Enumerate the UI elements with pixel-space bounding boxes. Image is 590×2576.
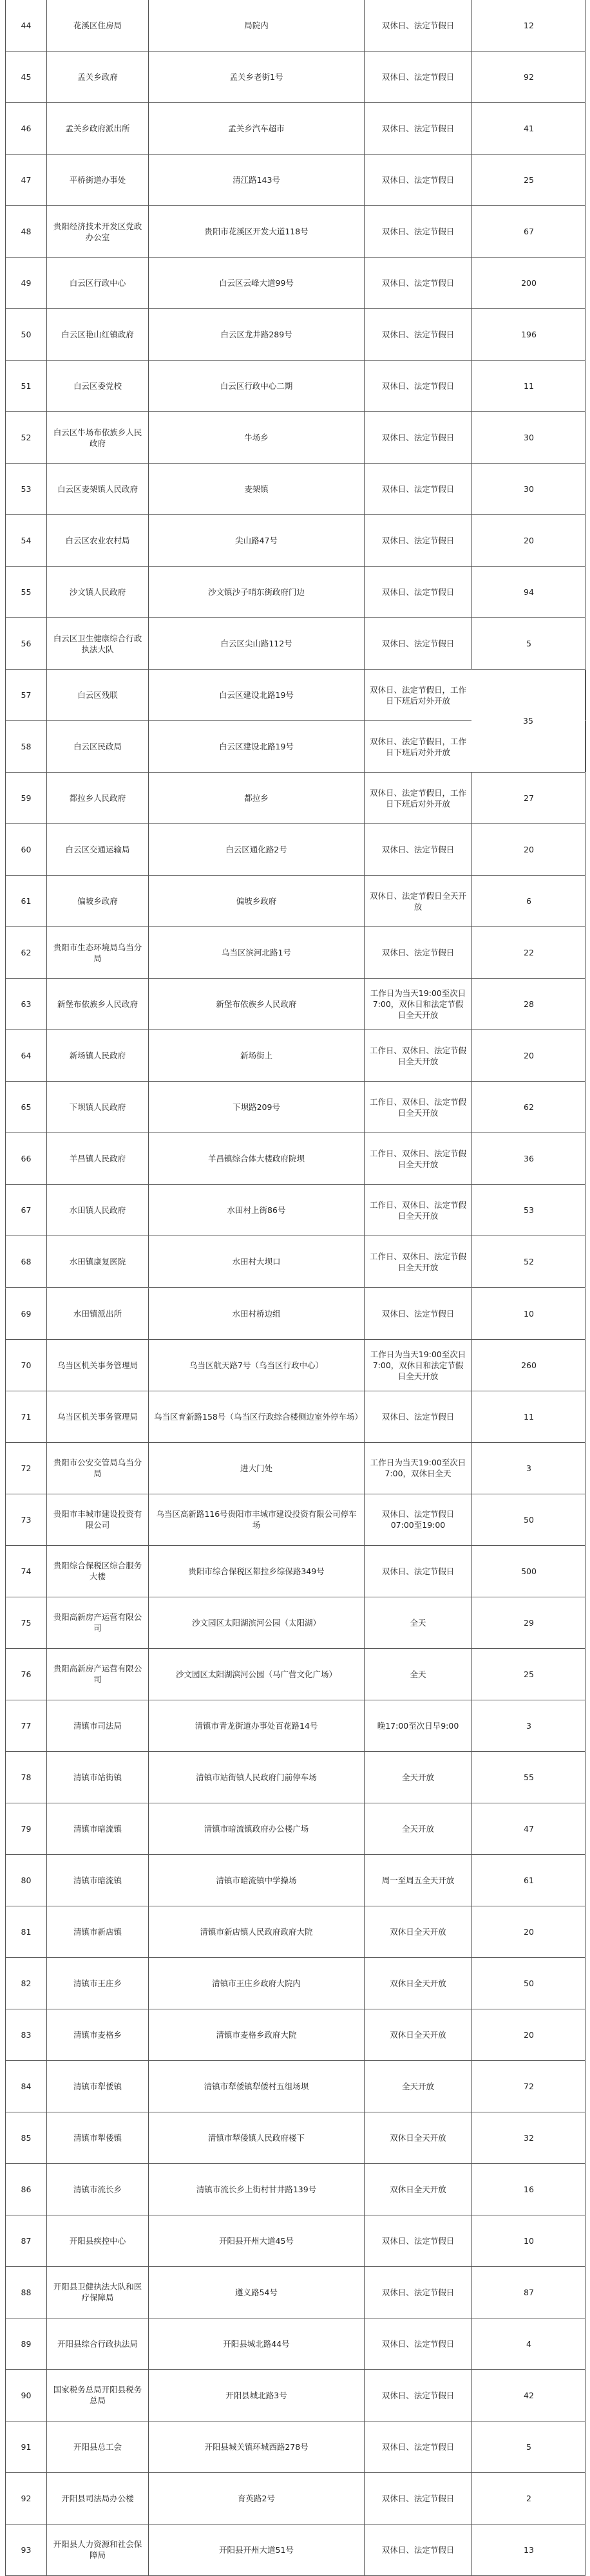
open-time: 双休日、法定节假日	[365, 1288, 472, 1339]
table-row	[5, 155, 585, 206]
row-number: 47	[6, 155, 47, 205]
unit-name: 贵阳市生态环境局乌当分局	[47, 927, 149, 978]
unit-name: 清镇市站街镇	[47, 1752, 149, 1803]
parking-location: 白云区云峰大道99号	[149, 258, 365, 308]
parking-location: 白云区建设北路19号	[149, 670, 365, 720]
unit-name: 羊昌镇人民政府	[47, 1133, 149, 1184]
table-row	[5, 2009, 585, 2061]
open-time: 全天开放	[365, 1803, 472, 1854]
row-number: 86	[6, 2164, 47, 2215]
table-row	[5, 206, 585, 258]
open-time: 双休日、法定节假日	[365, 309, 472, 360]
parking-location: 都拉乡	[149, 773, 365, 823]
parking-spaces: 32	[472, 2112, 586, 2163]
parking-spaces: 61	[472, 1855, 586, 1906]
open-time: 双休日、法定节假日	[365, 464, 472, 514]
parking-location: 贵阳市花溪区开发大道118号	[149, 206, 365, 257]
row-number: 87	[6, 2215, 47, 2266]
table-row	[5, 1855, 585, 1906]
open-time: 双休日全天开放	[365, 2164, 472, 2215]
row-number: 65	[6, 1082, 47, 1133]
parking-spaces: 5	[472, 2421, 586, 2472]
row-number: 46	[6, 103, 47, 154]
open-time: 双休日、法定节假日	[365, 206, 472, 257]
parking-location: 清镇市麦格乡政府大院	[149, 2009, 365, 2060]
unit-name: 新场镇人民政府	[47, 1030, 149, 1081]
unit-name: 水田镇人民政府	[47, 1185, 149, 1236]
parking-location: 孟关乡老街1号	[149, 52, 365, 102]
row-number: 82	[6, 1958, 47, 2009]
table-row	[5, 2318, 585, 2370]
parking-location: 清镇市暗流镇政府办公楼广场	[149, 1803, 365, 1854]
open-time: 双休日、法定节假日	[365, 2267, 472, 2318]
row-number: 75	[6, 1597, 47, 1648]
row-number: 52	[6, 412, 47, 463]
table-row	[5, 1906, 585, 1958]
row-number: 48	[6, 206, 47, 257]
table-row	[5, 1340, 585, 1391]
open-time: 双休日、法定节假日	[365, 927, 472, 978]
open-time: 双休日、法定节假日	[365, 1391, 472, 1442]
row-number: 78	[6, 1752, 47, 1803]
parking-location: 乌当区高新路116号贵阳市丰城市建设投资有限公司停车场	[149, 1494, 365, 1545]
open-time: 双休日、法定节假日	[365, 412, 472, 463]
open-time: 双休日、法定节假日	[365, 2421, 472, 2472]
parking-location: 白云区龙井路289号	[149, 309, 365, 360]
open-time: 双休日、法定节假日	[365, 2215, 472, 2266]
parking-location: 清镇市犁倭镇犁倭村五组场坝	[149, 2061, 365, 2112]
parking-spaces: 196	[472, 309, 586, 360]
row-number: 88	[6, 2267, 47, 2318]
row-number: 79	[6, 1803, 47, 1854]
parking-location: 清镇市青龙街道办事处百花路14号	[149, 1700, 365, 1751]
unit-name: 白云区卫生健康综合行政执法大队	[47, 618, 149, 669]
parking-spaces: 11	[472, 1391, 586, 1442]
table-row	[5, 1185, 585, 1236]
open-time: 双休日、法定节假日	[365, 2318, 472, 2369]
row-number: 83	[6, 2009, 47, 2060]
parking-location: 水田村大坝口	[149, 1236, 365, 1287]
parking-location: 乌当区航天路7号（乌当区行政中心）	[149, 1340, 365, 1391]
row-number: 53	[6, 464, 47, 514]
parking-location: 沙文园区太阳湖滨河公园（马广营文化广场）	[149, 1649, 365, 1700]
row-number: 63	[6, 979, 47, 1029]
unit-name: 开阳县综合行政执法局	[47, 2318, 149, 2369]
parking-spaces: 20	[472, 1906, 586, 1957]
parking-spaces: 20	[472, 2009, 586, 2060]
unit-name: 贵阳经济技术开发区党政办公室	[47, 206, 149, 257]
row-number: 72	[6, 1443, 47, 1494]
table-row	[5, 2524, 585, 2576]
open-time: 工作日、双休日、法定节假日全天开放	[365, 1030, 472, 1081]
row-number: 58	[6, 721, 47, 772]
open-time: 双休日、法定节假日	[365, 155, 472, 205]
unit-name: 清镇市流长乡	[47, 2164, 149, 2215]
open-time: 双休日全天开放	[365, 2009, 472, 2060]
parking-location: 水田村上街86号	[149, 1185, 365, 1236]
parking-location: 白云区尖山路112号	[149, 618, 365, 669]
open-time: 双休日、法定节假日	[365, 1546, 472, 1597]
parking-spaces: 92	[472, 52, 586, 102]
open-time: 双休日、法定节假日	[365, 0, 472, 51]
parking-spaces: 20	[472, 515, 586, 566]
parking-location: 开阳县城关镇环城西路278号	[149, 2421, 365, 2472]
parking-spaces: 41	[472, 103, 586, 154]
row-number: 69	[6, 1288, 47, 1339]
open-time: 双休日、法定节假日	[365, 52, 472, 102]
table-row	[5, 103, 585, 155]
unit-name: 开阳县人力资源和社会保障局	[47, 2524, 149, 2575]
unit-name: 开阳县卫健执法大队和医疗保障局	[47, 2267, 149, 2318]
unit-name: 白云区交通运输局	[47, 824, 149, 875]
table-row	[5, 1133, 585, 1185]
open-time: 双休日、法定节假日	[365, 618, 472, 669]
table-row	[5, 2421, 585, 2473]
row-number: 57	[6, 670, 47, 720]
open-time: 双休日、法定节假日	[365, 2370, 472, 2421]
open-time: 全天开放	[365, 1752, 472, 1803]
unit-name: 清镇市暗流镇	[47, 1855, 149, 1906]
unit-name: 开阳县总工会	[47, 2421, 149, 2472]
unit-name: 都拉乡人民政府	[47, 773, 149, 823]
row-number: 80	[6, 1855, 47, 1906]
table-row	[5, 361, 585, 412]
table-row	[5, 2164, 585, 2215]
open-time: 双休日、法定节假日	[365, 2473, 472, 2524]
open-time: 双休日、法定节假日 07:00至19:00	[365, 1494, 472, 1545]
parking-location: 育英路2号	[149, 2473, 365, 2524]
table-row	[5, 0, 585, 52]
unit-name: 清镇市暗流镇	[47, 1803, 149, 1854]
open-time: 双休日全天开放	[365, 1906, 472, 1957]
row-number: 66	[6, 1133, 47, 1184]
open-time: 双休日全天开放	[365, 2112, 472, 2163]
table-row	[5, 773, 585, 824]
parking-spaces: 11	[472, 361, 586, 411]
table-row	[5, 1082, 585, 1133]
table-row	[5, 2215, 585, 2267]
parking-spaces: 4	[472, 2318, 586, 2369]
open-time: 工作日、双休日、法定节假日全天开放	[365, 1236, 472, 1287]
parking-location: 遵义路54号	[149, 2267, 365, 2318]
unit-name: 水田镇康复医院	[47, 1236, 149, 1287]
unit-name: 贵阳综合保税区综合服务大楼	[47, 1546, 149, 1597]
parking-location: 乌当区育新路158号（乌当区行政综合楼侧边室外停车场）	[149, 1391, 365, 1442]
unit-name: 新堡布依族乡人民政府	[47, 979, 149, 1029]
row-number: 49	[6, 258, 47, 308]
parking-spaces: 36	[472, 1133, 586, 1184]
unit-name: 清镇市犁倭镇	[47, 2112, 149, 2163]
open-time: 全天开放	[365, 2061, 472, 2112]
unit-name: 国家税务总局开阳县税务总局	[47, 2370, 149, 2421]
unit-name: 白云区艳山红镇政府	[47, 309, 149, 360]
parking-spaces: 47	[472, 1803, 586, 1854]
unit-name: 下坝镇人民政府	[47, 1082, 149, 1133]
open-time: 工作日、双休日、法定节假日全天开放	[365, 1082, 472, 1133]
open-time: 晚17:00至次日早9:00	[365, 1700, 472, 1751]
row-number: 92	[6, 2473, 47, 2524]
parking-spaces: 2	[472, 2473, 586, 2524]
open-time: 双休日、法定节假日	[365, 361, 472, 411]
row-number: 84	[6, 2061, 47, 2112]
unit-name: 乌当区机关事务管理局	[47, 1391, 149, 1442]
parking-spaces: 16	[472, 2164, 586, 2215]
open-time: 双休日、法定节假日	[365, 567, 472, 617]
parking-spaces: 67	[472, 206, 586, 257]
unit-name: 偏坡乡政府	[47, 876, 149, 926]
parking-spaces: 28	[472, 979, 586, 1029]
unit-name: 白云区行政中心	[47, 258, 149, 308]
row-number: 74	[6, 1546, 47, 1597]
row-number: 68	[6, 1236, 47, 1287]
parking-location: 下坝路209号	[149, 1082, 365, 1133]
parking-spaces: 500	[472, 1546, 586, 1597]
row-number: 93	[6, 2524, 47, 2575]
open-time: 双休日、法定节假日	[365, 103, 472, 154]
parking-spaces: 260	[472, 1340, 586, 1391]
unit-name: 清镇市犁倭镇	[47, 2061, 149, 2112]
table-row	[5, 309, 585, 361]
open-time: 双休日、法定节假日全天开放	[365, 876, 472, 926]
unit-name: 清镇市司法局	[47, 1700, 149, 1751]
unit-name: 开阳县疾控中心	[47, 2215, 149, 2266]
table-row	[5, 979, 585, 1030]
parking-location: 清江路143号	[149, 155, 365, 205]
parking-spaces: 25	[472, 155, 586, 205]
parking-location: 白云区建设北路19号	[149, 721, 365, 772]
row-number: 76	[6, 1649, 47, 1700]
unit-name: 孟关乡政府	[47, 52, 149, 102]
row-number: 67	[6, 1185, 47, 1236]
table-row	[5, 258, 585, 309]
unit-name: 白云区民政局	[47, 721, 149, 772]
parking-location: 贵阳市综合保税区都拉乡综保路349号	[149, 1546, 365, 1597]
table-row	[5, 824, 585, 876]
open-time: 双休日、法定节假日，工作日下班后对外开放	[365, 773, 472, 823]
parking-spaces: 13	[472, 2524, 586, 2575]
table-row	[5, 2112, 585, 2164]
row-number: 45	[6, 52, 47, 102]
parking-location: 羊昌镇综合体大楼政府院坝	[149, 1133, 365, 1184]
table-row	[5, 2473, 585, 2524]
parking-spaces: 30	[472, 464, 586, 514]
row-number: 71	[6, 1391, 47, 1442]
row-number: 73	[6, 1494, 47, 1545]
table-row	[5, 876, 585, 927]
row-number: 62	[6, 927, 47, 978]
table-row	[5, 464, 585, 515]
unit-name: 开阳县司法局办公楼	[47, 2473, 149, 2524]
open-time: 双休日、法定节假日	[365, 258, 472, 308]
parking-location: 沙文园区太阳湖滨河公园（太阳湖）	[149, 1597, 365, 1648]
row-number: 51	[6, 361, 47, 411]
parking-location: 水田村桥边组	[149, 1288, 365, 1339]
parking-spaces: 72	[472, 2061, 586, 2112]
parking-spaces: 50	[472, 1494, 586, 1545]
parking-spaces: 12	[472, 0, 586, 51]
row-number: 44	[6, 0, 47, 51]
table-row	[5, 1649, 585, 1700]
parking-location: 新场街上	[149, 1030, 365, 1081]
unit-name: 乌当区机关事务管理局	[47, 1340, 149, 1391]
unit-name: 沙文镇人民政府	[47, 567, 149, 617]
parking-location: 白云区通化路2号	[149, 824, 365, 875]
parking-location: 开阳县城北路3号	[149, 2370, 365, 2421]
row-number: 61	[6, 876, 47, 926]
parking-spaces: 50	[472, 1958, 586, 2009]
open-time: 双休日、法定节假日	[365, 2524, 472, 2575]
table-row	[5, 1700, 585, 1752]
row-number: 77	[6, 1700, 47, 1751]
unit-name: 白云区委党校	[47, 361, 149, 411]
unit-name: 贵阳高新房产运营有限公司	[47, 1649, 149, 1700]
unit-name: 清镇市王庄乡	[47, 1958, 149, 2009]
parking-location: 牛场乡	[149, 412, 365, 463]
parking-spaces-merged: 35	[471, 670, 585, 773]
table-row	[5, 1752, 585, 1803]
parking-spaces: 94	[472, 567, 586, 617]
table-row	[5, 1958, 585, 2009]
row-number: 81	[6, 1906, 47, 1957]
table-row	[5, 1546, 585, 1597]
parking-spaces: 53	[472, 1185, 586, 1236]
open-time: 双休日、法定节假日，工作日下班后对外开放	[365, 721, 472, 772]
row-number: 59	[6, 773, 47, 823]
parking-spaces: 3	[472, 1700, 586, 1751]
parking-spaces: 27	[472, 773, 586, 823]
parking-spaces: 55	[472, 1752, 586, 1803]
open-time: 全天	[365, 1597, 472, 1648]
parking-location: 清镇市犁倭镇人民政府楼下	[149, 2112, 365, 2163]
unit-name: 贵阳高新房产运营有限公司	[47, 1597, 149, 1648]
parking-location: 进大门处	[149, 1443, 365, 1494]
open-time: 工作日、双休日、法定节假日全天开放	[365, 1133, 472, 1184]
parking-location: 偏坡乡政府	[149, 876, 365, 926]
table-row	[5, 2267, 585, 2318]
parking-location: 开阳县开州大道51号	[149, 2524, 365, 2575]
table-row	[5, 1391, 585, 1443]
open-time: 周一至周五全天开放	[365, 1855, 472, 1906]
parking-spaces: 6	[472, 876, 586, 926]
parking-spaces: 20	[472, 824, 586, 875]
parking-spaces: 29	[472, 1597, 586, 1648]
parking-spaces: 10	[472, 2215, 586, 2266]
table-row	[5, 927, 585, 979]
parking-spaces: 62	[472, 1082, 586, 1133]
open-time: 工作日为当天19:00至次日7:00，双休日和法定节假日全天开放	[365, 1340, 472, 1391]
parking-location: 尖山路47号	[149, 515, 365, 566]
open-time: 双休日、法定节假日，工作日下班后对外开放	[365, 670, 472, 720]
row-number: 90	[6, 2370, 47, 2421]
parking-spaces: 22	[472, 927, 586, 978]
table-row	[5, 1597, 585, 1649]
parking-spaces: 200	[472, 258, 586, 308]
row-number: 89	[6, 2318, 47, 2369]
row-number: 54	[6, 515, 47, 566]
table-row	[5, 515, 585, 567]
unit-name: 白云区农业农村局	[47, 515, 149, 566]
table-row	[5, 1236, 585, 1288]
unit-name: 贵阳市丰城市建设投资有限公司	[47, 1494, 149, 1545]
row-number: 91	[6, 2421, 47, 2472]
parking-spaces: 20	[472, 1030, 586, 1081]
unit-name: 清镇市新店镇	[47, 1906, 149, 1957]
parking-location: 清镇市站街镇人民政府门前停车场	[149, 1752, 365, 1803]
parking-spaces: 87	[472, 2267, 586, 2318]
row-number: 50	[6, 309, 47, 360]
parking-location: 麦架镇	[149, 464, 365, 514]
unit-name: 清镇市麦格乡	[47, 2009, 149, 2060]
open-time: 全天	[365, 1649, 472, 1700]
table-row	[5, 2370, 585, 2421]
unit-name: 白云区残联	[47, 670, 149, 720]
row-number: 60	[6, 824, 47, 875]
table-row	[5, 2061, 585, 2112]
parking-location: 新堡布依族乡人民政府	[149, 979, 365, 1029]
table-row	[5, 1443, 585, 1494]
table-row	[5, 1494, 585, 1546]
parking-spaces: 52	[472, 1236, 586, 1287]
row-number: 55	[6, 567, 47, 617]
open-time: 双休日、法定节假日	[365, 824, 472, 875]
parking-spaces: 3	[472, 1443, 586, 1494]
parking-spaces: 30	[472, 412, 586, 463]
parking-location: 清镇市王庄乡政府大院内	[149, 1958, 365, 2009]
open-time: 双休日全天开放	[365, 1958, 472, 2009]
unit-name: 水田镇派出所	[47, 1288, 149, 1339]
unit-name: 贵阳市公安交管局乌当分局	[47, 1443, 149, 1494]
table-row	[5, 1030, 585, 1082]
unit-name: 平桥街道办事处	[47, 155, 149, 205]
parking-location: 清镇市新店镇人民政府政府大院	[149, 1906, 365, 1957]
parking-location: 清镇市暗流镇中学操场	[149, 1855, 365, 1906]
parking-location: 孟关乡汽车超市	[149, 103, 365, 154]
table-row	[5, 52, 585, 103]
parking-location: 开阳县开州大道45号	[149, 2215, 365, 2266]
row-number: 56	[6, 618, 47, 669]
row-number: 85	[6, 2112, 47, 2163]
table-row	[5, 412, 585, 464]
open-time: 工作日、双休日、法定节假日全天开放	[365, 1185, 472, 1236]
table-row	[5, 567, 585, 618]
table-row	[5, 1288, 585, 1340]
parking-spaces: 5	[472, 618, 586, 669]
unit-name: 孟关乡政府派出所	[47, 103, 149, 154]
open-time: 双休日、法定节假日	[365, 515, 472, 566]
parking-spaces: 10	[472, 1288, 586, 1339]
row-number: 64	[6, 1030, 47, 1081]
parking-location: 白云区行政中心二期	[149, 361, 365, 411]
parking-location: 清镇市流长乡上街村甘井路139号	[149, 2164, 365, 2215]
unit-name: 白云区牛场布依族乡人民政府	[47, 412, 149, 463]
parking-location: 局院内	[149, 0, 365, 51]
table-row	[5, 1803, 585, 1855]
table-row	[5, 618, 585, 670]
open-time: 工作日为当天19:00至次日7:00，双休日全天	[365, 1443, 472, 1494]
open-time: 工作日为当天19:00至次日7:00，双休日和法定节假日全天开放	[365, 979, 472, 1029]
parking-location: 开阳县城北路44号	[149, 2318, 365, 2369]
unit-name: 白云区麦架镇人民政府	[47, 464, 149, 514]
parking-location: 沙文镇沙子哨东街政府门边	[149, 567, 365, 617]
unit-name: 花溪区住房局	[47, 0, 149, 51]
parking-spaces: 42	[472, 2370, 586, 2421]
parking-spaces: 25	[472, 1649, 586, 1700]
parking-location: 乌当区滨河北路1号	[149, 927, 365, 978]
row-number: 70	[6, 1340, 47, 1391]
